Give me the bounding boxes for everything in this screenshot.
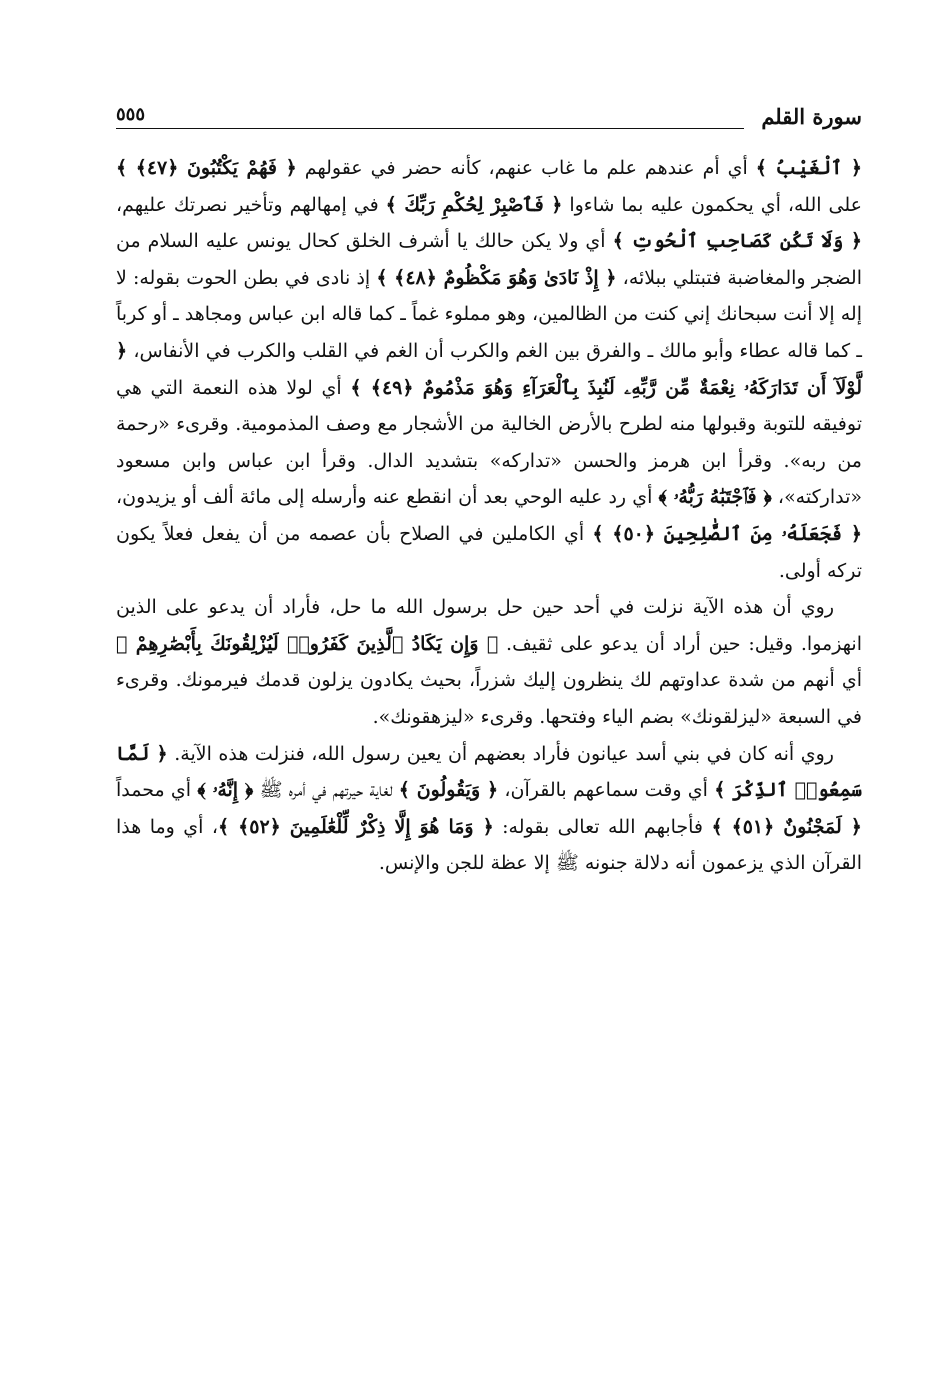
quran-verse: ﴿ فَجَعَلَهُۥ مِنَ ٱلصَّٰلِحِينَ ﴿٥٠﴾ ﴾ (592, 522, 862, 545)
commentary-text: روي أنه كان في بني أسد عيانون فأراد بعضهم أن يعين رسول الله، فنزلت هذه الآية. (167, 742, 834, 765)
page-number: ٥٥٥ (116, 104, 151, 125)
page-body (116, 150, 862, 882)
commentary-text: روي أن هذه الآية نزلت في أحد حين حل برسول الله ما حل، فأراد أن يدعو على الذين انهزموا. وقيل: حين أراد أن يدعو على ثقيف. (116, 596, 863, 655)
commentary-text: لغاية حيرتهم في أمره ﷺ (253, 779, 399, 802)
paragraph (116, 150, 862, 589)
commentary-text: ، أي وما هذا القرآن الذي يزعمون أنه دلالة جنونه ﷺ إلا عظة للجن والإنس. (116, 815, 862, 875)
quran-verse: ﴿ وَيَقُولُونَ ﴾ (398, 779, 499, 802)
quran-verse: ﴿ ٱلْغَيْبُ ﴾ (755, 157, 862, 179)
quran-verse: ﴿ وَمَا هُوَ إِلَّا ذِكْرٌ لِّلْعَٰلَمِينَ ﴿٥٢﴾ ﴾ (217, 815, 494, 838)
paragraph (116, 736, 862, 882)
commentary-text: أي الكاملين في الصلاح بأن عصمه من أن يفعل فعلاً يكون تركه أولى. (116, 522, 862, 582)
paragraph (116, 589, 862, 735)
quran-verse: ﴿ فَهُمْ يَكْتُبُونَ ﴿٤٧﴾ ﴾ (116, 157, 297, 179)
commentary-text: أي وقت سماعهم بالقرآن، (498, 779, 715, 802)
commentary-text: أي أم عندهم علم ما غاب عنهم، كأنه حضر في عقولهم (296, 157, 756, 179)
quran-verse: ﴿ فَٱصْبِرْ لِحُكْمِ رَبِّكَ ﴾ (385, 193, 563, 216)
commentary-text: إذ نادى في بطن الحوت بقوله: لا إله إلا أنت سبحانك إني كنت من الظالمين، وهو مملوء غماً ـ كما قاله ابن عباس ومجاهد ـ أو كرباً ـ كما قاله عطاء وأبو مالك ـ والفرق بين الغم والكرب أن الغم في القلب والكرب في الأنفاس، (116, 266, 862, 362)
commentary-text: فأجابهم الله تعالى بقوله: (493, 815, 712, 838)
surah-title: سورة القلم (761, 104, 862, 129)
commentary-text: أي محمداً (116, 779, 198, 802)
commentary-text: أي ولا يكن حالك يا أشرف الخلق كحال يونس عليه السلام من الضجر والمغاضبة فتبتلي ببلائه، (116, 230, 862, 289)
commentary-text: أي رد عليه الوحي بعد أن انقطع عنه وأرسله إلى مائة ألف أو يزيدون، (116, 486, 659, 509)
quran-verse: ﴿ وَلَا تَكُن كَصَاحِبِ ٱلْحُوتِ ﴾ (612, 230, 862, 253)
page-header (116, 104, 862, 140)
quran-verse: ﴿ لَّوْلَآ أَن تَدَارَكَهُۥ نِعْمَةٌ مِّن رَّبِّهِۦ لَنُبِذَ بِٱلْعَرَآءِ وَهُوَ مَذْمُومٌ ﴿٤٩﴾ ﴾ (116, 339, 862, 399)
quran-verse: ﴿ إِنَّهُۥ ﴾ (197, 779, 254, 802)
quran-verse: ﴿ إِذْ نَادَىٰ وَهُوَ مَكْظُومٌ ﴿٤٨﴾ ﴾ (376, 266, 617, 289)
quran-verse: ﴿ لَمَّا سَمِعُوا۟ ٱلذِّكْرَ ﴾ (116, 742, 862, 802)
quran-verse: ﴿ لَمَجْنُونٌ ﴿٥١﴾ ﴾ (711, 815, 862, 838)
header-rule (116, 128, 744, 129)
quran-verse: ﴿ وَإِن يَكَادُ ٱلَّذِينَ كَفَرُوا۟ لَيُزْلِقُونَكَ بِأَبْصَٰرِهِمْ ﴾ (116, 632, 499, 655)
commentary-text: في إمهالهم وتأخير نصرتك عليهم، (116, 193, 386, 216)
commentary-text: أي أنهم من شدة عداوتهم لك ينظرون إليك شزراً، بحيث يكادون يزلون قدمك فيرمونك. وقرىء في السبعة «ليزلقونك» بضم الياء وفتحها. وقرىء «ليزهقونك». (116, 669, 862, 728)
quran-verse: ﴿ فَٱجْتَبَٰهُ رَبُّهُۥ ﴾ (658, 486, 772, 509)
commentary-text: أي لولا هذه النعمة التي هي توفيقه للتوبة وقبولها منه لطرح بالأرض الخالية من الأشجار مع وصف المذمومية. وقرىء «رحمة من ربه». وقرأ ابن هرمز والحسن «تداركه» بتشديد الدال. وقرأ ابن عباس وابن مسعود «تداركته»، (116, 376, 862, 509)
commentary-text: على الله، أي يحكمون عليه بما شاءوا (562, 193, 862, 216)
